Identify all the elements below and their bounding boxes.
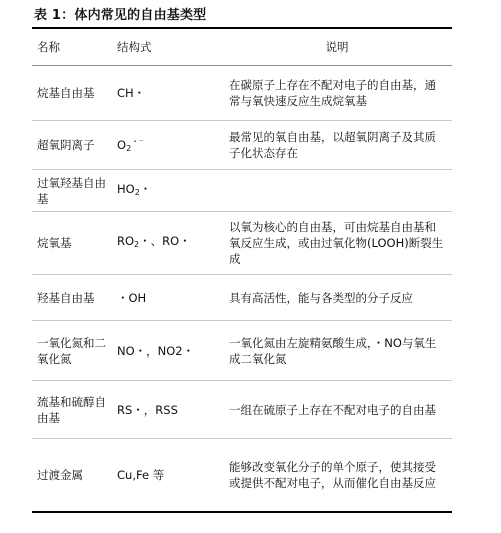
structure-subscript: 2 [134,240,140,249]
table-row [32,321,452,381]
table-row [32,275,452,321]
header-name: 名称 [32,28,112,66]
row-description: 一组在硫原子上存在不配对电子的自由基 [222,381,452,439]
row-description: 最常见的氧自由基，以超氧阴离子及其质子化状态存在 [222,121,452,170]
row-name: 巯基和硫醇自由基 [32,381,112,439]
header-structure: 结构式 [112,28,222,66]
table-row [32,121,452,170]
table-title: 表 1：体内常见的自由基类型 [34,8,207,23]
radical-types-table [32,27,452,513]
row-name: 过氧羟基自由基 [32,170,112,212]
structure-tail: ・、RO・ [139,234,191,248]
row-structure: Cu,Fe 等 [112,439,222,512]
row-name: 烷基自由基 [32,66,112,121]
row-name: 一氧化氮和二氧化氮 [32,321,112,381]
structure-main: O [117,137,127,152]
row-structure [112,121,222,170]
table-header-row [32,28,452,66]
structure-main: RO [117,234,135,248]
table-row [32,170,452,212]
row-description: 在碳原子上存在不配对电子的自由基，通常与氧快速反应生成烷氧基 [222,66,452,121]
row-description: 具有高活性，能与各类型的分子反应 [222,275,452,321]
structure-subscript: 2 [126,143,132,153]
row-structure: CH・ [112,66,222,121]
row-structure [112,170,222,212]
structure-superscript: ・⁻ [131,136,144,146]
table-row [32,212,452,275]
row-name: 羟基自由基 [32,275,112,321]
row-name: 烷氧基 [32,212,112,275]
table-row [32,66,452,121]
row-description: 以氧为核心的自由基，可由烷基自由基和氧反应生成，或由过氧化物(LOOH)断裂生成 [222,212,452,275]
row-description: 一氧化氮由左旋精氨酸生成，・NO与氧生成二氧化氮 [222,321,452,381]
table-row [32,381,452,439]
row-name: 超氧阴离子 [32,121,112,170]
row-name: 过渡金属 [32,439,112,512]
row-structure: ・OH [112,275,222,321]
row-description [222,170,452,212]
structure-subscript: 2 [134,187,140,197]
structure-main: HO [117,181,135,196]
row-structure: RS・，RSS [112,381,222,439]
structure-tail: ・ [139,181,152,196]
row-structure: NO・，NO2・ [112,321,222,381]
table-row [32,439,452,512]
row-structure [112,212,222,275]
header-description: 说明 [222,28,452,66]
row-description: 能够改变氧化分子的单个原子，使其接受或提供不配对电子，从而催化自由基反应 [222,439,452,512]
